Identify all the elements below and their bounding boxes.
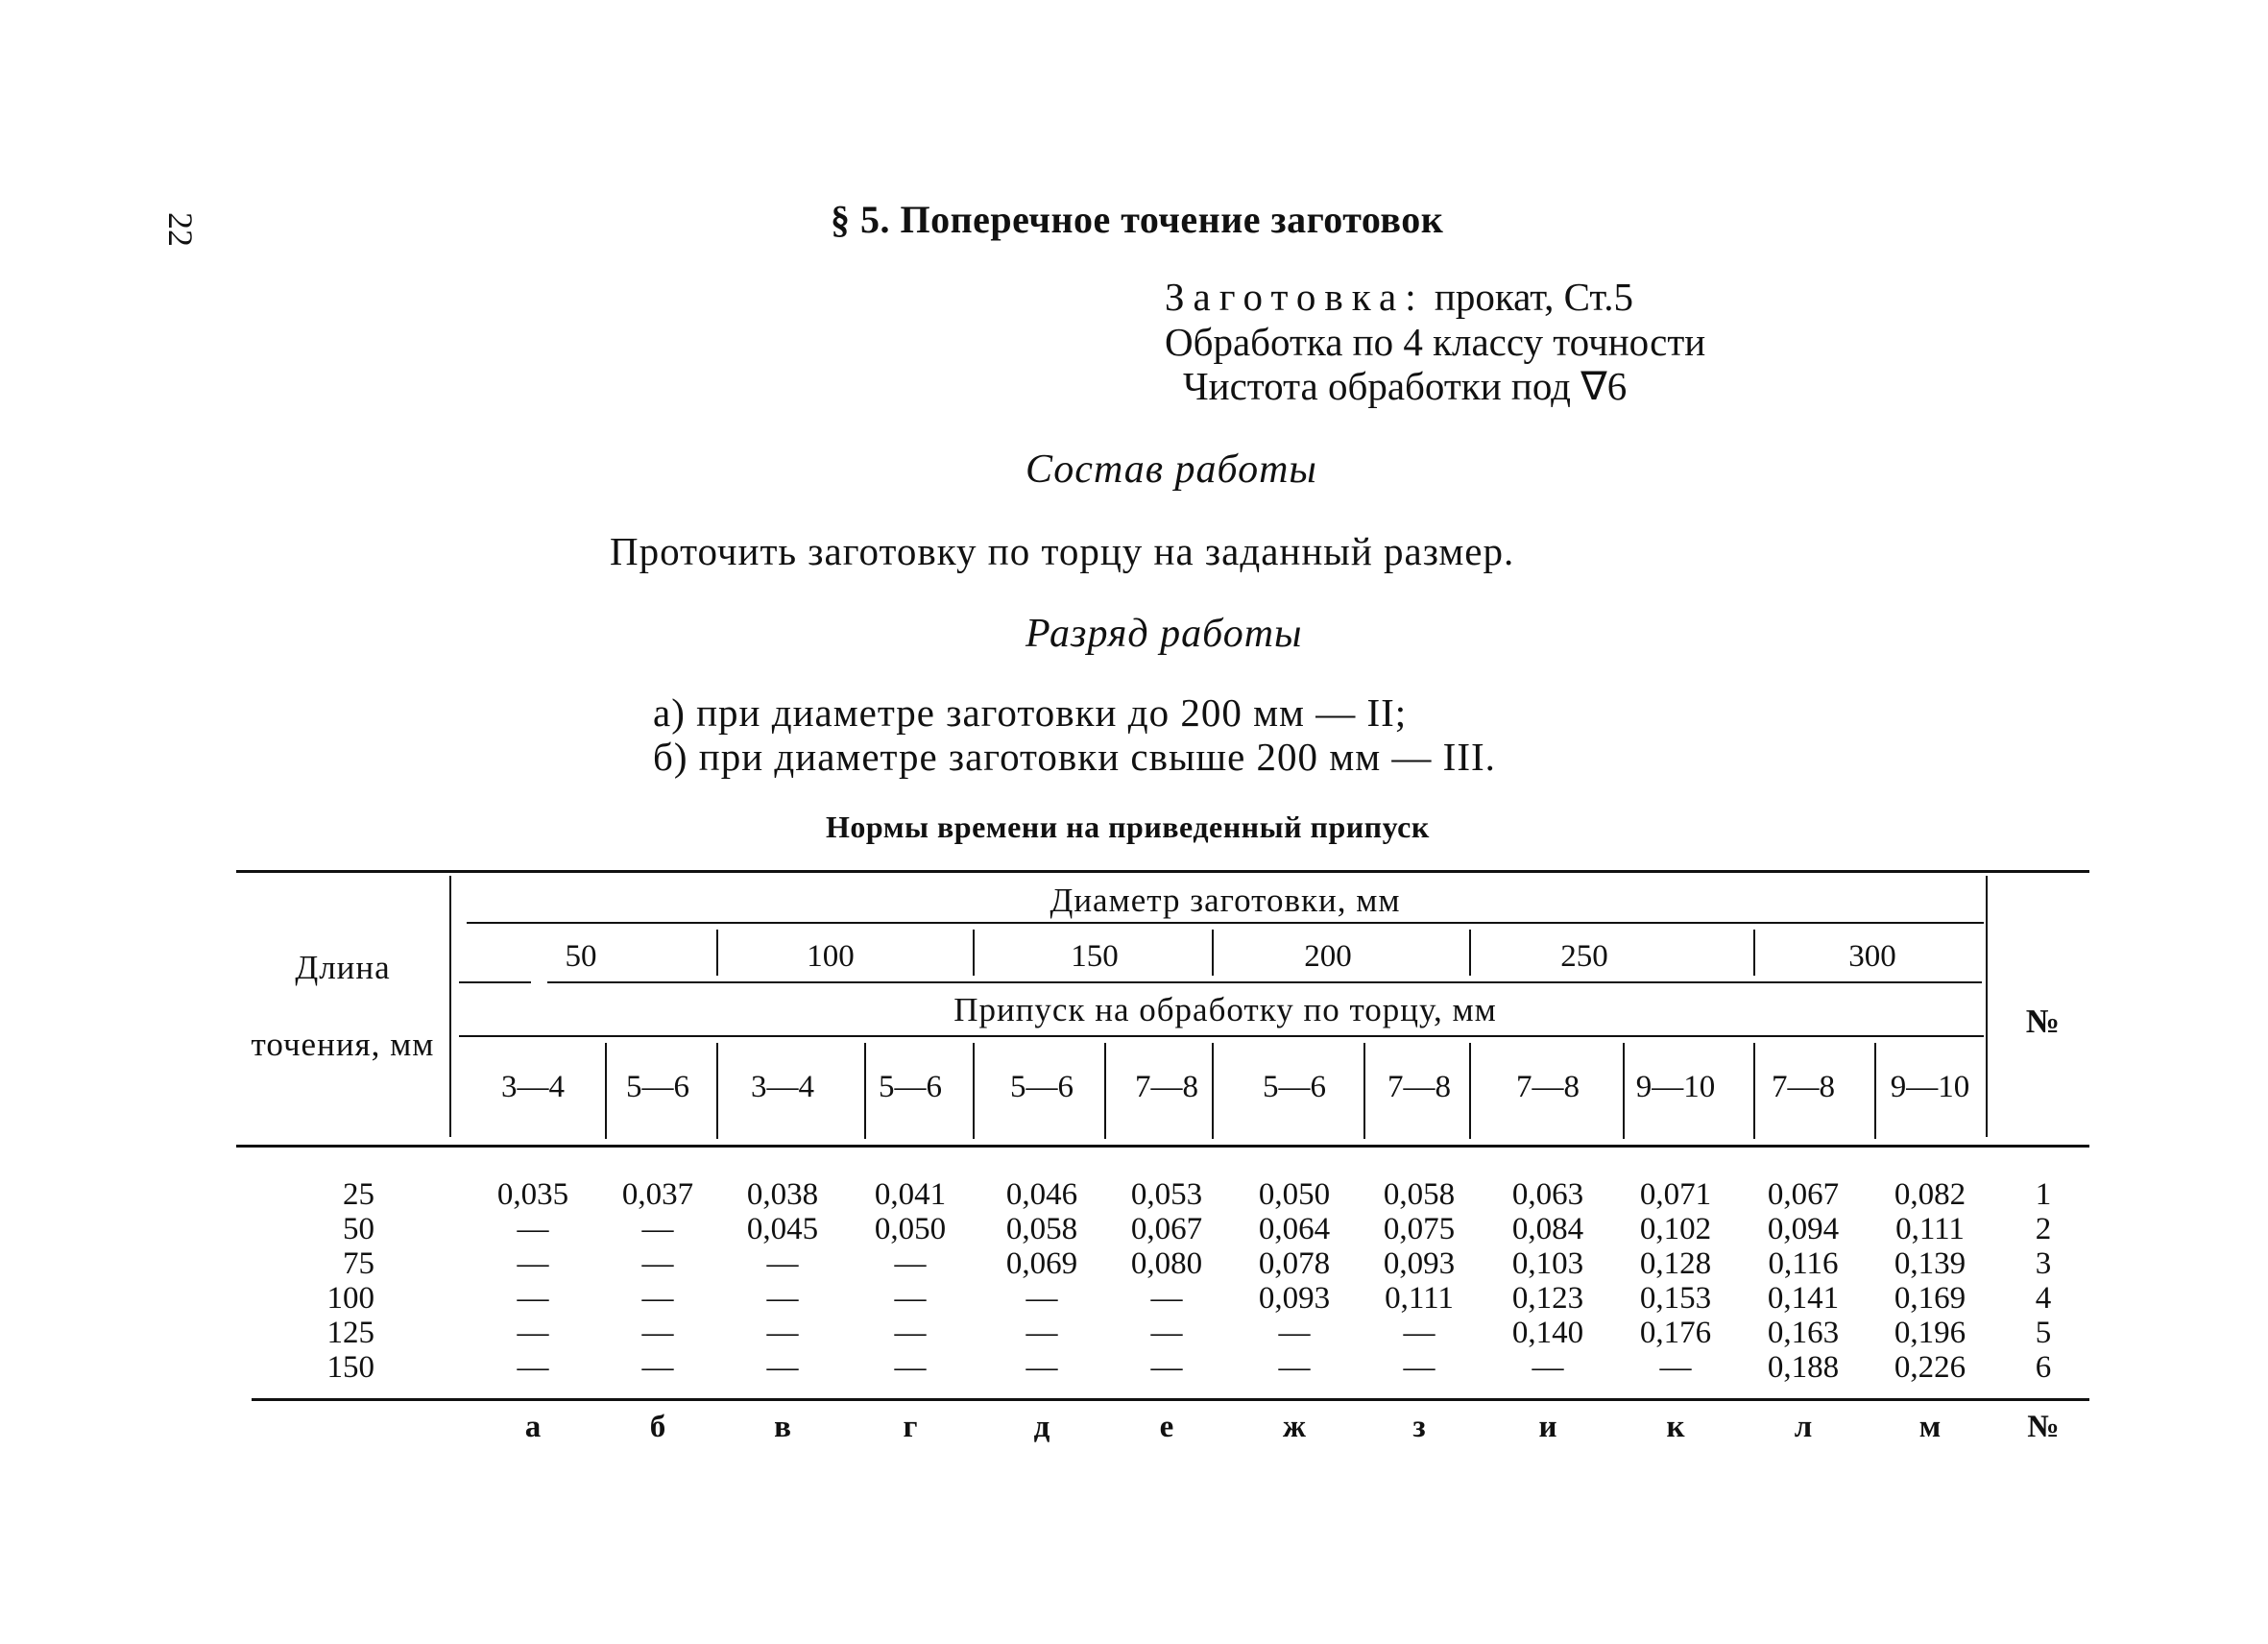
table-cell: — <box>517 1281 549 1316</box>
table-cell: 0,038 <box>746 1177 819 1212</box>
table-cell: — <box>641 1350 674 1385</box>
spec-blank-label: Заготовка: <box>1165 275 1425 319</box>
diameter-0: 50 <box>565 939 597 974</box>
table-cell: 0,128 <box>1639 1246 1712 1281</box>
table-cell: 0,053 <box>1130 1177 1203 1212</box>
table-cell: 0,037 <box>621 1177 694 1212</box>
row-length-4: 125 <box>326 1316 374 1350</box>
column-letter-8: и <box>1538 1410 1557 1444</box>
row-number-3: 4 <box>2035 1281 2052 1316</box>
table-cell: — <box>517 1350 549 1385</box>
footer-number-label: № <box>2027 1410 2060 1444</box>
diameter-divider-3 <box>1212 930 1214 976</box>
allowance-4: 5—6 <box>1010 1070 1074 1104</box>
number-header: № <box>2025 1003 2062 1040</box>
allowance-7: 7—8 <box>1387 1070 1451 1104</box>
diameter-2: 150 <box>1071 939 1119 974</box>
table-cell: 0,050 <box>1258 1177 1331 1212</box>
table-cell: 0,058 <box>1383 1177 1456 1212</box>
table-cell: — <box>517 1246 549 1281</box>
diameter-1: 100 <box>807 939 855 974</box>
table-cell: 0,103 <box>1511 1246 1584 1281</box>
table-cell: 0,139 <box>1894 1246 1966 1281</box>
allowance-6: 5—6 <box>1263 1070 1326 1104</box>
table-cell: 0,035 <box>496 1177 569 1212</box>
diameter-header: Диаметр заготовки, мм <box>1050 882 1401 919</box>
column-letter-9: к <box>1666 1410 1685 1444</box>
column-letter-3: г <box>903 1410 918 1444</box>
table-cell: — <box>766 1316 799 1350</box>
table-top-rule <box>236 870 2089 873</box>
allowance-8: 7—8 <box>1516 1070 1580 1104</box>
diameter-divider-5 <box>1753 930 1755 976</box>
table-cell: — <box>1025 1281 1058 1316</box>
row-header-unit: точения, мм <box>251 1026 435 1063</box>
column-letter-6: ж <box>1283 1410 1306 1444</box>
row-length-0: 25 <box>343 1177 374 1212</box>
allowance-5: 7—8 <box>1135 1070 1198 1104</box>
table-cell: — <box>641 1316 674 1350</box>
diameter-values-rule <box>547 981 1982 983</box>
column-letter-0: а <box>524 1410 542 1444</box>
table-cell: 0,093 <box>1258 1281 1331 1316</box>
table-cell: — <box>894 1350 927 1385</box>
table-cell: 0,046 <box>1005 1177 1078 1212</box>
allowance-header: Припуск на обработку по торцу, мм <box>953 991 1497 1028</box>
header-bottom-rule <box>236 1145 2089 1148</box>
diameter-divider-4 <box>1469 930 1471 976</box>
allowance-9: 9—10 <box>1635 1070 1716 1104</box>
table-cell: — <box>894 1246 927 1281</box>
row-header-divider <box>449 876 451 1137</box>
table-cell: — <box>1403 1350 1436 1385</box>
allowance-11: 9—10 <box>1890 1070 1970 1104</box>
table-cell: — <box>1532 1350 1564 1385</box>
row-length-5: 150 <box>326 1350 374 1385</box>
column-letter-1: б <box>649 1410 666 1444</box>
table-cell: 0,084 <box>1511 1212 1584 1246</box>
diameter-5: 300 <box>1848 939 1896 974</box>
table-cell: 0,141 <box>1767 1281 1840 1316</box>
table-cell: — <box>766 1246 799 1281</box>
allowance-3: 5—6 <box>879 1070 942 1104</box>
table-cell: 0,140 <box>1511 1316 1584 1350</box>
diameter-3: 200 <box>1304 939 1352 974</box>
row-number-5: 6 <box>2035 1350 2052 1385</box>
table-cell: 0,188 <box>1767 1350 1840 1385</box>
table-cell: 0,111 <box>1385 1281 1454 1316</box>
table-caption: Нормы времени на приведенный припуск <box>826 810 1430 844</box>
table-cell: — <box>641 1246 674 1281</box>
table-cell: — <box>1278 1350 1311 1385</box>
column-letter-11: м <box>1918 1410 1942 1444</box>
table-cell: 0,069 <box>1005 1246 1078 1281</box>
spec-line-finish: Чистота обработки под ∇6 <box>1183 364 1628 408</box>
table-cell: 0,102 <box>1639 1212 1712 1246</box>
table-cell: 0,153 <box>1639 1281 1712 1316</box>
table-cell: 0,067 <box>1767 1177 1840 1212</box>
table-cell: 0,169 <box>1894 1281 1966 1316</box>
section-title: § 5. Поперечное точение заготовок <box>831 198 1444 241</box>
table-cell: 0,196 <box>1894 1316 1966 1350</box>
table-cell: — <box>766 1281 799 1316</box>
row-number-0: 1 <box>2035 1177 2052 1212</box>
table-cell: — <box>1659 1350 1692 1385</box>
table-cell: 0,176 <box>1639 1316 1712 1350</box>
table-cell: 0,075 <box>1383 1212 1456 1246</box>
table-cell: — <box>1025 1316 1058 1350</box>
column-letter-2: в <box>774 1410 791 1444</box>
table-cell: 0,226 <box>1894 1350 1966 1385</box>
spec-line-accuracy: Обработка по 4 классу точности <box>1165 320 1706 364</box>
table-cell: — <box>766 1350 799 1385</box>
diameter-values-rule-left <box>459 981 531 983</box>
row-length-2: 75 <box>343 1246 374 1281</box>
table-cell: 0,041 <box>874 1177 947 1212</box>
table-bottom-rule <box>252 1398 2089 1401</box>
allowance-10: 7—8 <box>1772 1070 1835 1104</box>
allowance-divider-4 <box>1104 1043 1106 1139</box>
table-cell: 0,093 <box>1383 1246 1456 1281</box>
grade-item-a: а) при диаметре заготовки до 200 мм — II; <box>653 690 1408 735</box>
diameter-divider-2 <box>973 930 975 976</box>
table-cell: — <box>641 1212 674 1246</box>
table-cell: — <box>517 1212 549 1246</box>
allowance-divider-1 <box>716 1043 718 1139</box>
grade-heading: Разряд работы <box>1025 612 1303 656</box>
table-cell: — <box>894 1281 927 1316</box>
table-cell: — <box>1150 1281 1183 1316</box>
table-cell: 0,080 <box>1130 1246 1203 1281</box>
table-cell: 0,064 <box>1258 1212 1331 1246</box>
table-cell: 0,058 <box>1005 1212 1078 1246</box>
row-header-length: Длина <box>295 949 391 986</box>
table-cell: 0,123 <box>1511 1281 1584 1316</box>
row-length-3: 100 <box>326 1281 374 1316</box>
allowance-1: 5—6 <box>626 1070 689 1104</box>
composition-heading: Состав работы <box>1025 447 1317 492</box>
column-letter-10: л <box>1794 1410 1813 1444</box>
table-cell: 0,094 <box>1767 1212 1840 1246</box>
table-cell: 0,063 <box>1511 1177 1584 1212</box>
row-number-4: 5 <box>2035 1316 2052 1350</box>
table-cell: — <box>1278 1316 1311 1350</box>
table-cell: — <box>1150 1316 1183 1350</box>
table-cell: 0,116 <box>1768 1246 1839 1281</box>
page-number: 22 <box>161 212 200 247</box>
row-length-1: 50 <box>343 1212 374 1246</box>
table-cell: 0,067 <box>1130 1212 1203 1246</box>
table-cell: — <box>517 1316 549 1350</box>
table-cell: 0,071 <box>1639 1177 1712 1212</box>
diameter-4: 250 <box>1560 939 1608 974</box>
table-cell: — <box>641 1281 674 1316</box>
column-letter-7: з <box>1412 1410 1426 1444</box>
table-cell: 0,082 <box>1894 1177 1966 1212</box>
table-cell: — <box>1150 1350 1183 1385</box>
grade-item-b: б) при диаметре заготовки свыше 200 мм — III. <box>653 735 1496 779</box>
diameter-header-rule <box>467 922 1984 924</box>
column-letter-4: д <box>1033 1410 1050 1444</box>
table-cell: 0,050 <box>874 1212 947 1246</box>
table-cell: 0,111 <box>1895 1212 1965 1246</box>
table-cell: — <box>894 1316 927 1350</box>
table-cell: — <box>1025 1350 1058 1385</box>
table-cell: 0,045 <box>746 1212 819 1246</box>
allowance-divider-3 <box>973 1043 975 1139</box>
allowance-2: 3—4 <box>751 1070 814 1104</box>
spec-blank-value: прокат, Ст.5 <box>1434 275 1633 319</box>
allowance-0: 3—4 <box>501 1070 565 1104</box>
diameter-divider-1 <box>716 930 718 976</box>
table-cell: 0,078 <box>1258 1246 1331 1281</box>
composition-text: Проточить заготовку по торцу на заданный размер. <box>610 529 1515 573</box>
table-cell: 0,163 <box>1767 1316 1840 1350</box>
row-number-2: 3 <box>2035 1246 2052 1281</box>
column-letter-5: е <box>1159 1410 1174 1444</box>
row-number-1: 2 <box>2035 1212 2052 1246</box>
allowance-header-rule <box>467 1035 1984 1037</box>
table-cell: — <box>1403 1316 1436 1350</box>
